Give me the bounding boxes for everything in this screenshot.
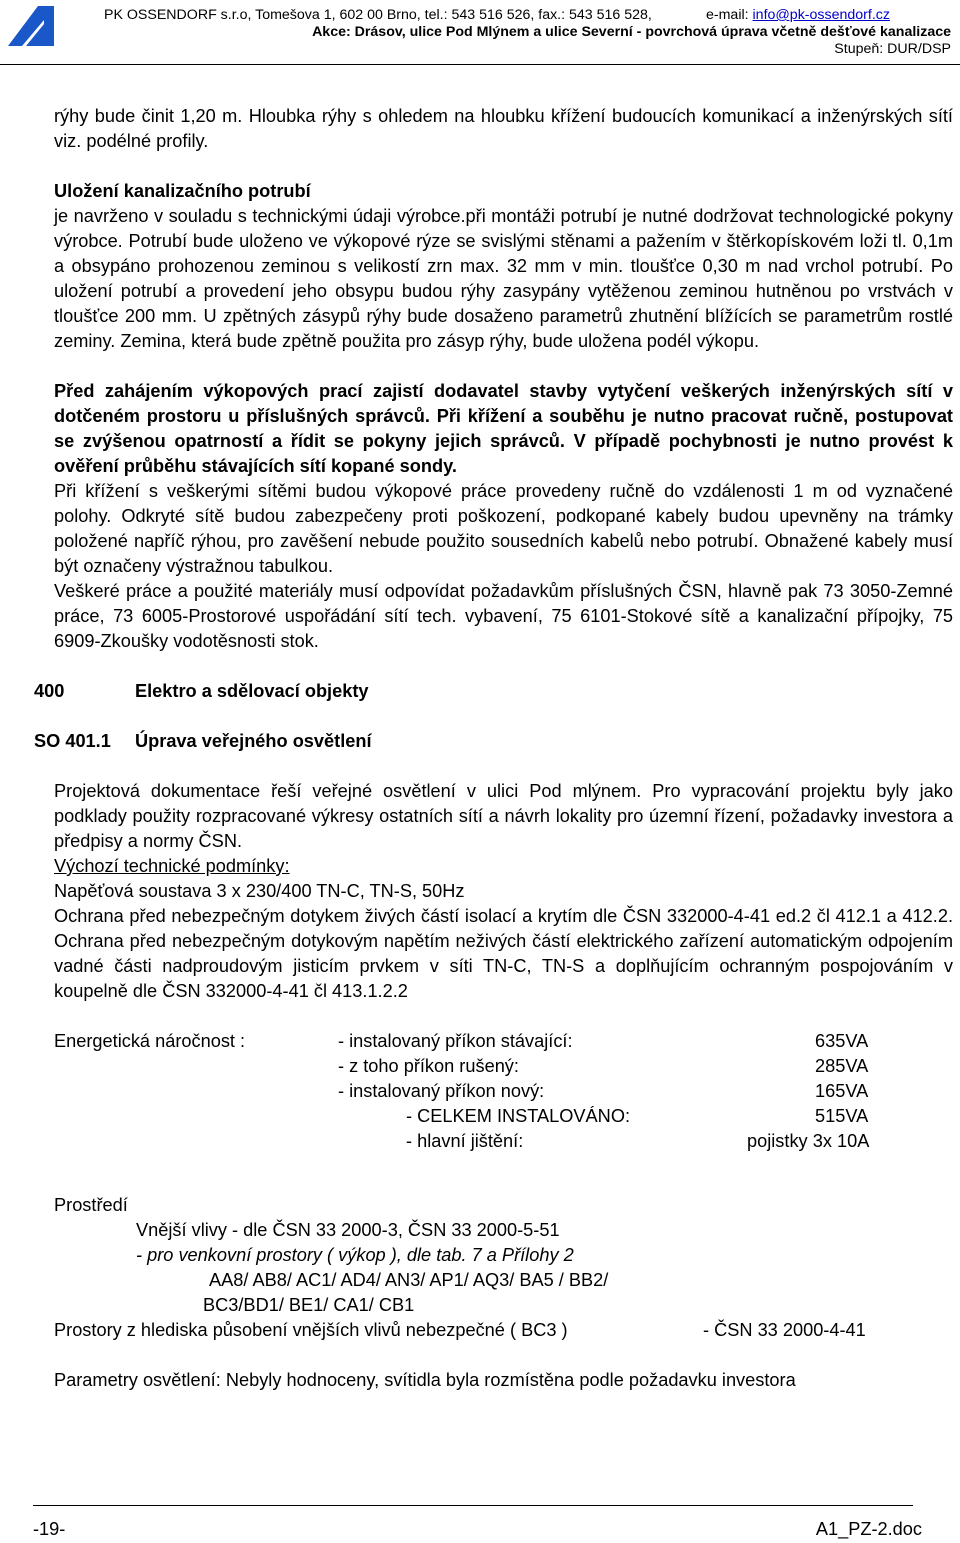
section-number: SO 401.1 bbox=[34, 731, 111, 751]
external-influences-row bbox=[54, 1218, 953, 1243]
header-stage: Stupeň: DUR/DSP bbox=[834, 41, 951, 57]
section-400-heading bbox=[34, 679, 953, 704]
environment-heading: Prostředí bbox=[54, 1195, 128, 1215]
company-logo-icon bbox=[8, 6, 54, 46]
header-project: Akce: Drásov, ulice Pod Mlýnem a ulice Severní - povrchová úprava včetně dešťové kanalizace bbox=[312, 24, 951, 40]
header-company bbox=[104, 7, 890, 23]
energy-value: 515VA bbox=[815, 1106, 869, 1126]
outdoor-row bbox=[54, 1243, 953, 1268]
technical-conditions-heading: Výchozí technické podmínky: bbox=[54, 856, 290, 876]
energy-row bbox=[54, 1054, 953, 1079]
pipe-laying-heading: Uložení kanalizačního potrubí bbox=[54, 181, 311, 201]
environment-heading-row bbox=[54, 1193, 953, 1218]
document-body bbox=[34, 104, 953, 1393]
crossing-paragraph: Při křížení s veškerými sítěmi budou výkopové práce provedeny ručně do vzdálenosti 1 m od vyznačené polohy. Odkryté sítě budou zabezpečeny proti poškození, podkopané kabely budou upevněny na trámky položené napříč rýhou, pro zavěšení nebude použito sousedních kabelů nebo potrubí. Obnažené kabely musí být označeny výstražnou tabulkou. bbox=[54, 481, 953, 576]
section-title: Úprava veřejného osvětlení bbox=[135, 731, 372, 751]
energy-table bbox=[54, 1029, 953, 1154]
voltage-system: Napěťová soustava 3 x 230/400 TN-C, TN-S, 50Hz bbox=[54, 881, 465, 901]
lighting-parameters: Parametry osvětlení: Nebyly hodnoceny, svítidla byla rozmístěna podle požadavku investora bbox=[54, 1370, 796, 1390]
energy-row bbox=[54, 1079, 953, 1104]
file-name: A1_PZ-2.doc bbox=[815, 1519, 922, 1539]
section-title: Elektro a sdělovací objekty bbox=[135, 681, 369, 701]
section-so401-heading bbox=[34, 729, 953, 754]
codes-row bbox=[54, 1293, 953, 1318]
lighting-parameters-row bbox=[54, 1368, 953, 1393]
external-influences: Vnější vlivy - dle ČSN 33 2000-3, ČSN 33 2000-5-51 bbox=[136, 1220, 560, 1240]
utilities-warning-paragraph: Před zahájením výkopových prací zajistí dodavatel stavby vytyčení veškerých inženýrských sítí v dotčeném prostoru u příslušných správců. Při křížení a souběhu je nutno pracovat ručně, postupovat se zvýšenou opatrností a řídit se pokyny jejich správců. V případě pochybnosti je nutno provést k ověření průběhu stávajících sítí kopané sondy. bbox=[54, 381, 953, 476]
energy-row bbox=[54, 1029, 953, 1054]
pipe-laying-paragraph: je navrženo v souladu s technickými údaji výrobce.při montáži potrubí je nutné dodržovat technologické pokyny výrobce. Potrubí bude uloženo ve výkopové rýze se svislými stěnami a pažením v štěrkopískovém loži tl. 0,1m a obsypáno prohozenou zeminou s velikostí zrn max. 32 mm v min. tloušťce 0,30 m nad vrchol potrubí. Po uložení potrubí a provedení jeho obsypu budou rýhy zasypány vytěženou zeminou hutněnou po vrstvách v tloušťce 200 mm. U zpětných zásypů rýhy bude dosaženo parametrů zhutnění blížících se parametrům rostlé zeminy. Zemina, která bude zpětně použita pro zásyp rýhy, bude uložena podél výkopu. bbox=[54, 206, 953, 351]
energy-item: - hlavní jištění: bbox=[406, 1131, 524, 1151]
energy-value: 165VA bbox=[815, 1081, 869, 1101]
energy-row bbox=[54, 1129, 953, 1154]
influence-codes: BC3/BD1/ BE1/ CA1/ CB1 bbox=[203, 1295, 415, 1315]
page-header bbox=[0, 0, 960, 64]
energy-item: - z toho příkon rušený: bbox=[338, 1056, 519, 1076]
energy-value: 285VA bbox=[815, 1056, 869, 1076]
company-address: PK OSSENDORF s.r.o, Tomešova 1, 602 00 Brno, tel.: 543 516 526, fax.: 543 516 528, bbox=[104, 7, 652, 23]
space-norm: - ČSN 33 2000-4-41 bbox=[703, 1320, 866, 1340]
email-link[interactable]: info@pk-ossendorf.cz bbox=[752, 7, 890, 23]
standards-paragraph: Veškeré práce a použité materiály musí odpovídat požadavkům příslušných ČSN, hlavně pak 73 3050-Zemné práce, 73 6005-Prostorové uspořádání sítí tech. vybavení, 75 6101-Stokové sítě a kanalizační přípojky, 75 6909-Zkoušky vodotěsnosti stok. bbox=[54, 581, 953, 651]
energy-row bbox=[54, 1104, 953, 1129]
energy-item: - instalovaný příkon stávající: bbox=[338, 1031, 573, 1051]
influence-codes: AA8/ AB8/ AC1/ AD4/ AN3/ AP1/ AQ3/ BA5 / BB2/ bbox=[209, 1270, 609, 1290]
energy-item: - CELKEM INSTALOVÁNO: bbox=[406, 1106, 631, 1126]
protection-paragraph: Ochrana před nebezpečným dotykem živých částí isolací a krytím dle ČSN 332000-4-41 ed.2 čl 412.1 a 412.2. Ochrana před nebezpečným dotykovým napětím neživých částí elektrického zařízení automatickým odpojením vadné části nadproudovým jisticím prvkem v síti TN-C, TN-S a doplňujícím ochranným pospojováním v koupelně dle ČSN 332000-4-41 čl 413.1.2.2 bbox=[54, 906, 953, 1001]
lighting-project-paragraph: Projektová dokumentace řeší veřejné osvětlení v ulici Pod mlýnem. Pro vypracování projektu byly jako podklady použity rozpracované výkresy ostatních sítí a návrh lokality pro územní řízení, požadavky investora a předpisy a normy ČSN. bbox=[54, 781, 953, 851]
outdoor-spaces: - pro venkovní prostory ( výkop ), dle tab. 7 a Přílohy 2 bbox=[136, 1245, 574, 1265]
email-label: e-mail: bbox=[706, 7, 749, 23]
footer-divider bbox=[33, 1505, 913, 1506]
energy-value: pojistky 3x 10A bbox=[747, 1131, 870, 1151]
energy-item: - instalovaný příkon nový: bbox=[338, 1081, 545, 1101]
section-number: 400 bbox=[34, 681, 65, 701]
space-classification: Prostory z hlediska působení vnějších vlivů nebezpečné ( BC3 ) bbox=[54, 1320, 568, 1340]
energy-value: 635VA bbox=[815, 1031, 869, 1051]
header-email bbox=[706, 7, 890, 23]
page-number: -19- bbox=[33, 1519, 66, 1539]
header-divider bbox=[0, 64, 960, 65]
trench-depth-paragraph: rýhy bude činit 1,20 m. Hloubka rýhy s ohledem na hloubku křížení budoucích komunikací a inženýrských sítí viz. podélné profily. bbox=[54, 106, 953, 151]
energy-label: Energetická náročnost : bbox=[54, 1031, 246, 1051]
codes-row bbox=[54, 1268, 953, 1293]
space-classification-row bbox=[54, 1318, 953, 1343]
